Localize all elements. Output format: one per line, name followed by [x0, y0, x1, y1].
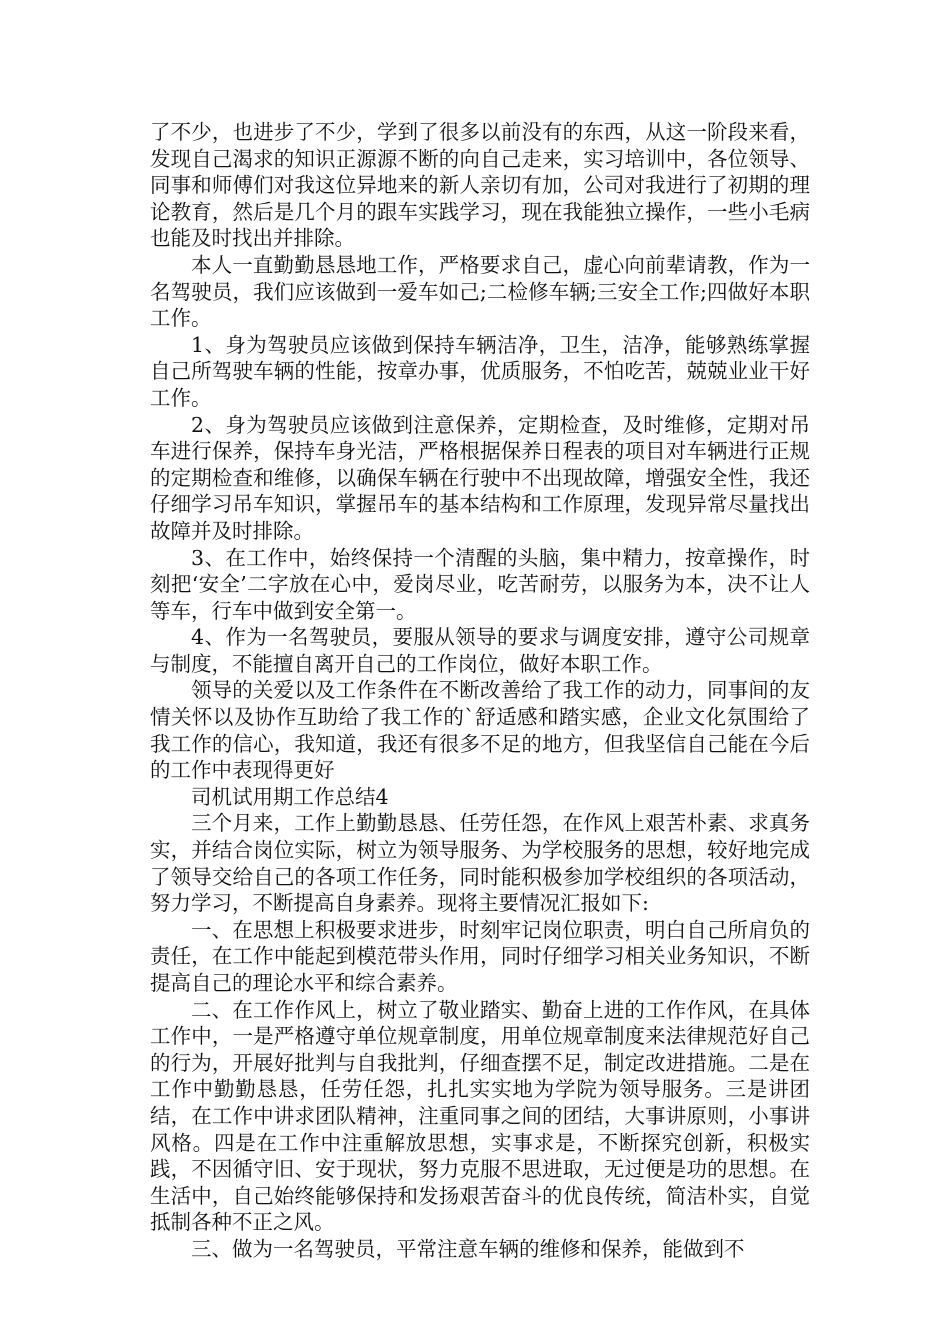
paragraph-training-intro: 了不少，也进步了不少，学到了很多以前没有的东西，从这一阶段来看，发现自己渴求的知识正源源不断的向自己走来，实习培训中，各位领导、同事和师傅们对我这位异地来的新人亲切有加，公司对我进行了初期的理论教育，然后是几个月的跟车实践学习，现在我能独立操作，一些小毛病也能及时找出并排除。 [150, 120, 810, 251]
paragraph-section-two: 二、在工作作风上，树立了敬业踏实、勤奋上进的工作作风，在具体工作中，一是严格遵守单位规章制度，用单位规章制度来法律规范好自己的行为，开展好批判与自我批判，仔细查摆不足，制定改进措施。二是在工作中勤勤恳恳，任劳任怨，扎扎实实地为学院为领导服务。三是讲团结，在工作中讲求团队精神，注重同事之间的团结，大事讲原则，小事讲风格。四是在工作中注重解放思想，实事求是，不断探究创新，积极实践，不因循守旧、安于现状，努力克服不思进取，无过便是功的思想。在生活中，自己始终能够保持和发扬艰苦奋斗的优良传统，简洁朴实，自觉抵制各种不正之风。 [150, 997, 810, 1235]
section-heading: 司机试用期工作总结4 [191, 784, 389, 809]
paragraph-gratitude: 领导的关爱以及工作条件在不断改善给了我工作的动力，同事间的友情关怀以及协作互助给了我工作的`舒适感和踏实感，企业文化氛围给了我工作的信心，我知道，我还有很多不足的地方，但我坚信自己能在今后的工作中表现得更好 [150, 678, 810, 783]
paragraph-point-3: 3、在工作中，始终保持一个清醒的头脑，集中精力，按章操作，时刻把‘安全’二字放在心中，爱岗尽业，吃苦耐劳，以服务为本，决不让人等车，行车中做到安全第一。 [150, 545, 810, 623]
paragraph-work-attitude: 本人一直勤勤恳恳地工作，严格要求自己，虚心向前辈请教，作为一名驾驶员，我们应该做到一爱车如己;二检修车辆;三安全工作;四做好本职工作。 [150, 252, 810, 331]
paragraph-section-one: 一、在思想上积极要求进步，时刻牢记岗位职责，明白自己所肩负的责任，在工作中能起到模范带头作用，同时仔细学习相关业务知识，不断提高自己的理论水平和综合素养。 [150, 917, 810, 995]
paragraph-summary-intro: 三个月来，工作上勤勤恳恳、任劳任怨，在作风上艰苦朴素、求真务实，并结合岗位实际，树立为领导服务、为学校服务的思想，较好地完成了领导交给自己的各项工作任务，同时能积极参加学校组织的各项活动，努力学习，不断提高自身素养。现将主要情况汇报如下: [150, 811, 810, 916]
document-page [150, 119, 810, 1263]
paragraph-section-three: 三、做为一名驾驶员，平常注意车辆的维修和保养，能做到不 [191, 1236, 745, 1261]
paragraph-point-4: 4、作为一名驾驶员，要服从领导的要求与调度安排，遵守公司规章与制度，不能擅自离开自己的工作岗位，做好本职工作。 [150, 625, 810, 676]
paragraph-point-1: 1、身为驾驶员应该做到保持车辆洁净，卫生，洁净，能够熟练掌握自己所驾驶车辆的性能，按章办事，优质服务，不怕吃苦，兢兢业业干好工作。 [150, 332, 810, 410]
paragraph-point-2: 2、身为驾驶员应该做到注意保养，定期检查，及时维修，定期对吊车进行保养，保持车身光洁，严格根据保养日程表的项目对车辆进行正规的定期检查和维修，以确保车辆在行驶中不出现故障，增强安全性，我还仔细学习吊车知识，掌握吊车的基本结构和工作原理，发现异常尽量找出故障并及时排除。 [150, 412, 810, 543]
